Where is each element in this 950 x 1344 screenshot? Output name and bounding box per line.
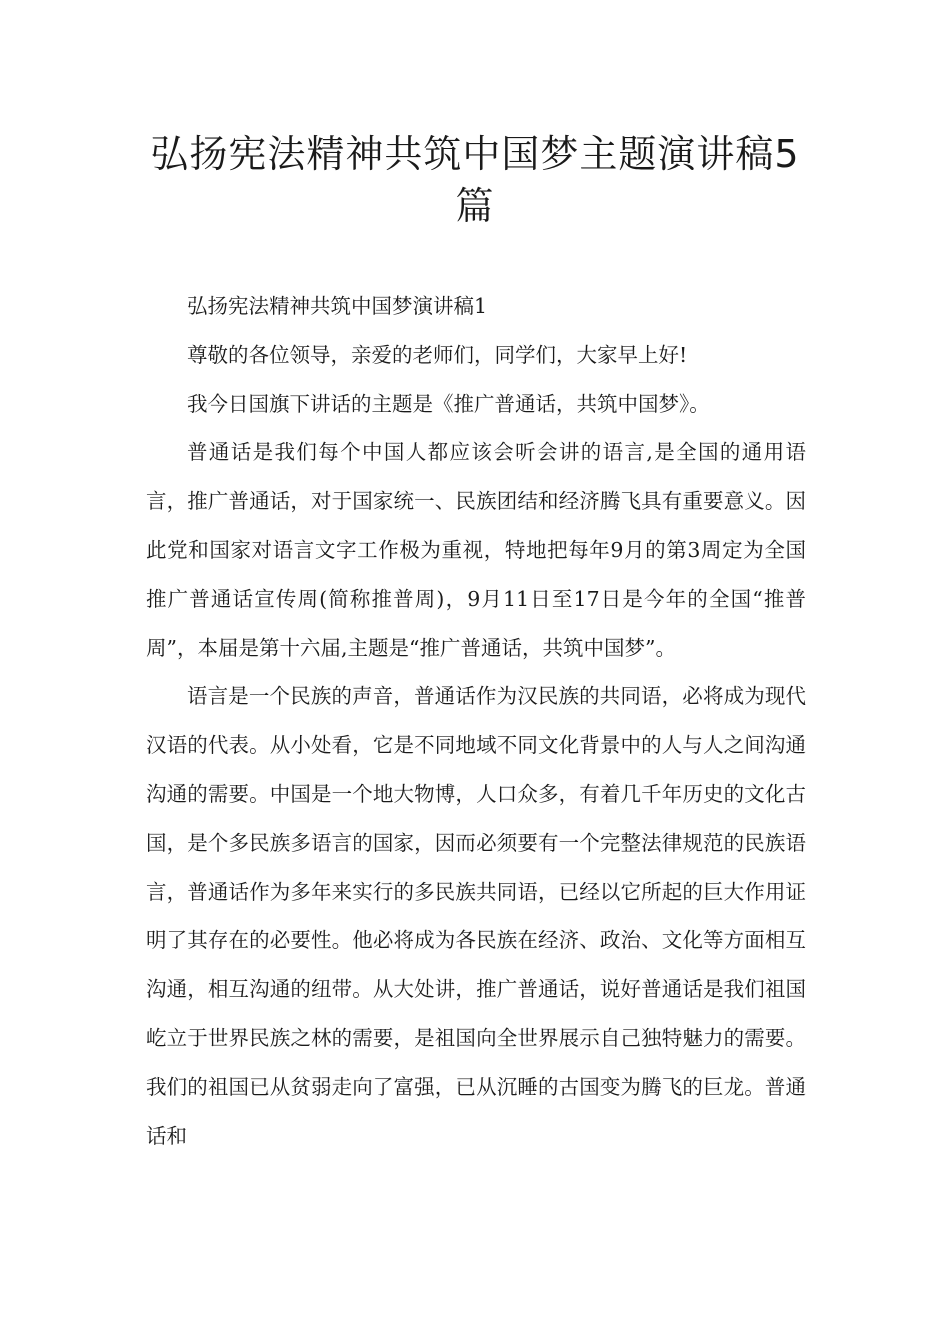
paragraph-speech-heading: 弘扬宪法精神共筑中国梦演讲稿1 — [187, 294, 488, 318]
document-title: 弘扬宪法精神共筑中国梦主题演讲稿5篇 — [150, 132, 800, 228]
paragraph-body-2: 语言是一个民族的声音，普通话作为汉民族的共同语，必将成为现代汉语的代表。从小处看，它是不同地域不同文化背景中的人与人之间沟通沟通的需要。中国是一个地大物博，人口众多，有着几千年历史的文化古国，是个多民族多语言的国家，因而必须要有一个完整法律规范的民族语言，普通话作为多年来实行的多民族共同语，已经以它所起的巨大作用证明了其存在的必要性。他必将成为各民族在经济、政治、文化等方面相互沟通，相互沟通的纽带。从大处讲，推广普通话，说好普通话是我们祖国屹立于世界民族之林的需要，是祖国向全世界展示自己独特魅力的需要。我们的祖国已从贫弱走向了富强，已从沉睡的古国变为腾飞的巨龙。普通话和 — [146, 684, 806, 1148]
paragraph-topic: 我今日国旗下讲话的主题是《推广普通话，共筑中国梦》。 — [187, 391, 710, 416]
paragraph-body-1: 普通话是我们每个中国人都应该会听会讲的语言,是全国的通用语言，推广普通话，对于国家统一、民族团结和经济腾飞具有重要意义。因此党和国家对语言文字工作极为重视，特地把每年9月的第3周定为全国推广普通话宣传周(简称推普周)，9月11日至17日是今年的全国“推普周”，本届是第十六届,主题是“推广普通话，共筑中国梦”。 — [146, 440, 806, 660]
paragraph-greeting: 尊敬的各位领导，亲爱的老师们，同学们，大家早上好! — [187, 342, 688, 367]
document-body — [146, 282, 806, 1160]
